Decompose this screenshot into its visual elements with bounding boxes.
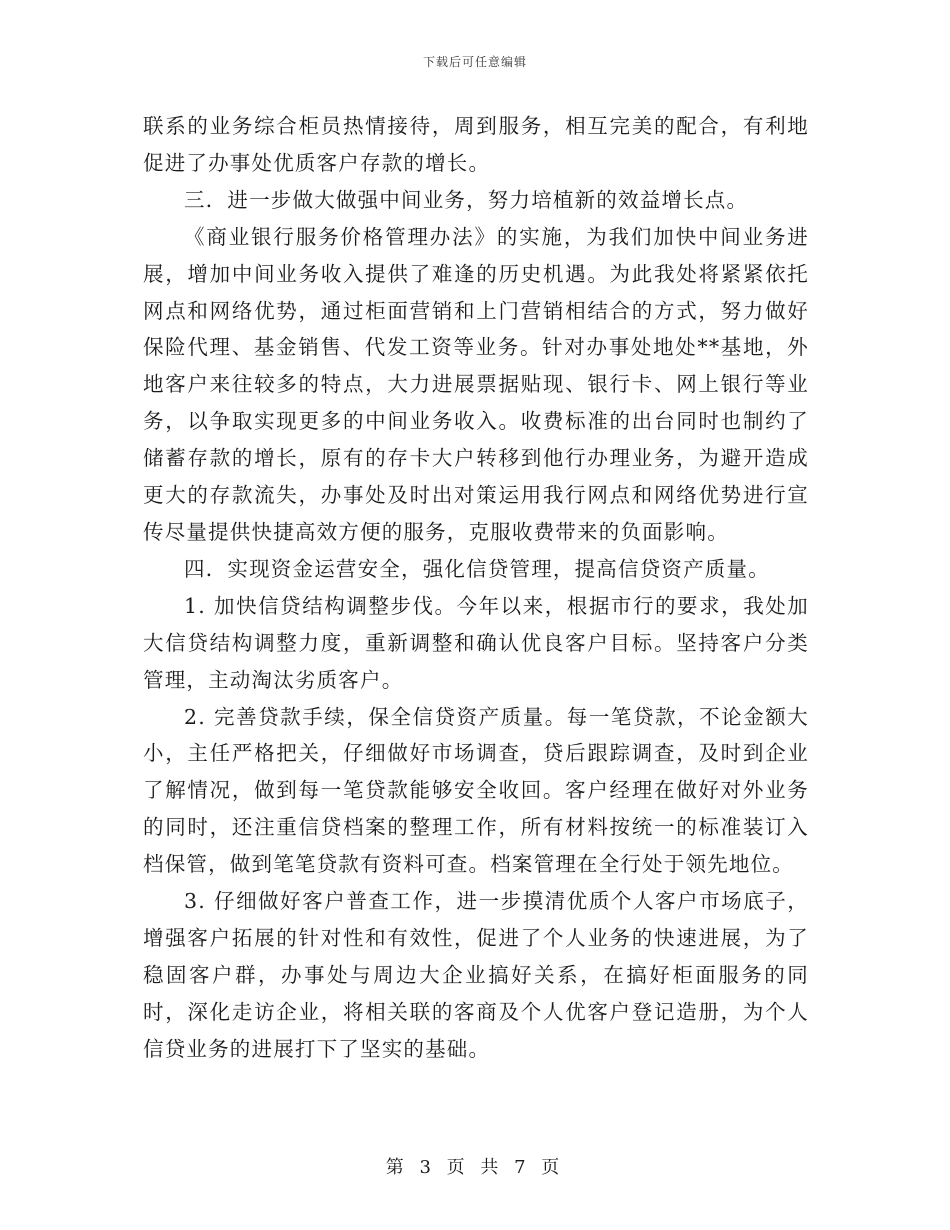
header-note: 下载后可任意编辑 [422, 55, 527, 69]
page-number: 第 3 页 共 7 页 [385, 1157, 565, 1178]
paragraph-item-1: 1. 加快信贷结构调整步伐。今年以来，根据市行的要求，我处加大信贷结构调整力度，重新调整和确认优良客户目标。坚持客户分类管理，主动淘汰劣质客户。 [143, 593, 809, 692]
section-heading-4: 四．实现资金运营安全，强化信贷管理，提高信贷资产质量。 [184, 556, 770, 581]
document-body [143, 108, 809, 1068]
paragraph-intermediate-business: 《商业银行服务价格管理办法》的实施，为我们加快中间业务进展，增加中间业务收入提供了难逢的历史机遇。为此我处将紧紧依托网点和网络优势，通过柜面营销和上门营销相结合的方式，努力做好保险代理、基金销售、代发工资等业务。针对办事处地处**基地，外地客户来往较多的特点，大力进展票据贴现、银行卡、网上银行等业务，以争取实现更多的中间业务收入。收费标准的出台同时也制约了储蓄存款的增长，原有的存卡大户转移到他行办理业务，为避开造成更大的存款流失，办事处及时出对策运用我行网点和网络优势进行宣传尽量提供快捷高效方便的服务，克服收费带来的负面影响。 [143, 224, 809, 544]
paragraph-item-3: 3. 仔细做好客户普查工作，进一步摸清优质个人客户市场底子，增强客户拓展的针对性和有效性，促进了个人业务的快速进展，为了稳固客户群，办事处与周边大企业搞好关系，在搞好柜面服务的同时，深化走访企业，将相关联的客商及个人优客户登记造册，为个人信贷业务的进展打下了坚实的基础。 [143, 889, 809, 1061]
paragraph-item-2: 2. 完善贷款手续，保全信贷资产质量。每一笔贷款，不论金额大小，主任严格把关，仔细做好市场调查，贷后跟踪调查，及时到企业了解情况，做到每一笔贷款能够安全收回。客户经理在做好对外业务的同时，还注重信贷档案的整理工作，所有材料按统一的标准装订入档保管，做到笔笔贷款有资料可查。档案管理在全行处于领先地位。 [143, 704, 809, 877]
paragraph-continuation: 联系的业务综合柜员热情接待，周到服务，相互完美的配合，有利地促进了办事处优质客户存款的增长。 [143, 114, 809, 175]
section-heading-3: 三．进一步做大做强中间业务，努力培植新的效益增长点。 [184, 187, 749, 212]
